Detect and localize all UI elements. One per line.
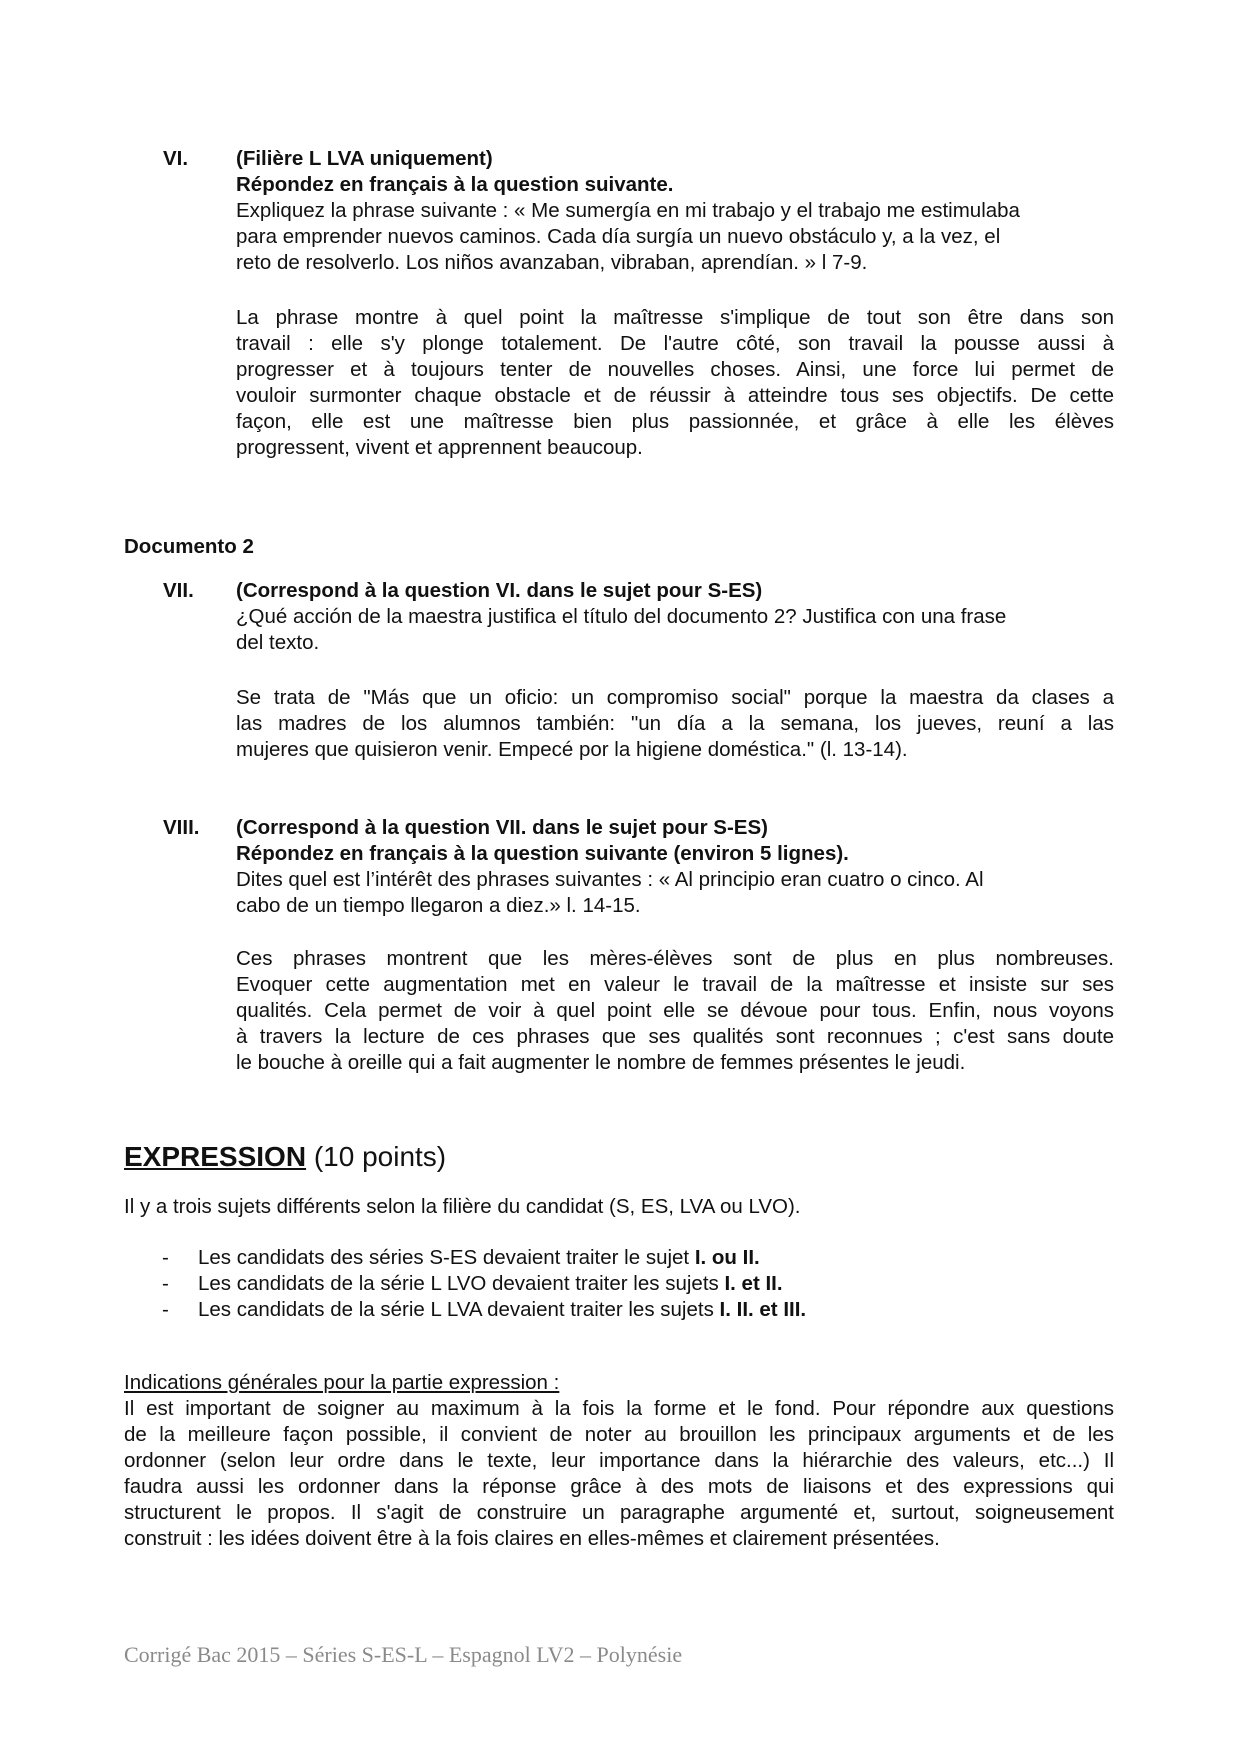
indications-line: ordonner (selon leur ordre dans le texte, leur importance dans la hiérarchie des valeurs, etc...) Il <box>124 1449 1114 1472</box>
prompt-line: del texto. <box>236 631 320 654</box>
prompt-line: para emprender nuevos caminos. Cada día surgía un nuevo obstáculo y, a la vez, el <box>236 225 1001 248</box>
answer-line: à travers la lecture de ces phrases que ses qualités sont reconnues ; c'est sans doute <box>236 1025 1114 1048</box>
question-viii <box>236 815 1114 919</box>
prompt-line: ¿Qué acción de la maestra justifica el título del documento 2? Justifica con una frase <box>236 605 1007 628</box>
answer-line: le bouche à oreille qui a fait augmenter le nombre de femmes présentes le jeudi. <box>236 1051 966 1074</box>
bullet-text: Les candidats des séries S-ES devaient traiter le sujet <box>198 1246 695 1269</box>
answer-line: Se trata de "Más que un oficio: un compromiso social" porque la maestra da clases a <box>236 686 1114 709</box>
question-viii-scope: (Correspond à la question VII. dans le sujet pour S-ES) <box>236 816 768 839</box>
expression-title: EXPRESSION <box>124 1141 307 1172</box>
answer-line: progressent, vivent et apprennent beaucoup. <box>236 436 643 459</box>
answer-line: façon, elle est une maîtresse bien plus passionnée, et grâce à elle les élèves <box>236 410 1114 433</box>
prompt-line: Dites quel est l’intérêt des phrases suivantes : « Al principio eran cuatro o cinco. Al <box>236 868 984 891</box>
question-number-vii: VII. <box>163 579 194 602</box>
answer-line: Evoquer cette augmentation met en valeur le travail de la maîtresse et insiste sur ses <box>236 973 1114 996</box>
question-number-viii: VIII. <box>163 816 200 839</box>
question-number-vi: VI. <box>163 147 189 170</box>
bullet-dash: - <box>162 1246 169 1269</box>
expression-heading <box>124 1140 446 1174</box>
answer-vii <box>236 685 1114 763</box>
indications-title: Indications générales pour la partie expression : <box>124 1371 560 1394</box>
answer-line: qualités. Cela permet de voir à quel point elle se dévoue pour tous. Enfin, nous voyons <box>236 999 1114 1022</box>
answer-viii <box>236 946 1114 1076</box>
bullet-text: Les candidats de la série L LVO devaient traiter les sujets <box>198 1272 725 1295</box>
expression-points: (10 points) <box>313 1141 447 1172</box>
question-vii-scope: (Correspond à la question VI. dans le sujet pour S-ES) <box>236 579 763 602</box>
bullet-bold: I. ou II. <box>694 1246 760 1269</box>
question-vi-instruction: Répondez en français à la question suivante. <box>236 173 674 196</box>
answer-line: travail : elle s'y plonge totalement. De l'autre côté, son travail la pousse aussi à <box>236 332 1114 355</box>
answer-line: vouloir surmonter chaque obstacle et de réussir à atteindre tous ses objectifs. De cette <box>236 384 1114 407</box>
answer-line: las madres de los alumnos también: "un día a la semana, los jueves, reuní a las <box>236 712 1114 735</box>
expression-intro: Il y a trois sujets différents selon la filière du candidat (S, ES, LVA ou LVO). <box>124 1195 801 1218</box>
bullet-dash: - <box>162 1298 169 1321</box>
bullet-dash: - <box>162 1272 169 1295</box>
answer-line: mujeres que quisieron venir. Empecé por la higiene doméstica." (l. 13-14). <box>236 738 908 761</box>
question-vi <box>236 146 1114 276</box>
indications-line: Il est important de soigner au maximum à la fois la forme et le fond. Pour répondre aux questions <box>124 1397 1114 1420</box>
question-viii-instruction: Répondez en français à la question suivante (environ 5 lignes). <box>236 842 849 865</box>
prompt-line: reto de resolverlo. Los niños avanzaban, vibraban, aprendían. » l 7-9. <box>236 251 868 274</box>
answer-line: La phrase montre à quel point la maîtresse s'implique de tout son être dans son <box>236 306 1114 329</box>
indications-body <box>124 1396 1114 1552</box>
question-vi-scope: (Filière L LVA uniquement) <box>236 147 493 170</box>
indications-line: faudra aussi les ordonner dans la réponse grâce à des mots de liaisons et des expressions qui <box>124 1475 1114 1498</box>
indications-line: de la meilleure façon possible, il convient de noter au brouillon les principaux arguments et de les <box>124 1423 1114 1446</box>
bullet-bold: I. II. et III. <box>719 1298 807 1321</box>
bullet-bold: I. et II. <box>724 1272 783 1295</box>
answer-vi <box>236 305 1114 461</box>
prompt-line: Expliquez la phrase suivante : « Me sumergía en mi trabajo y el trabajo me estimulaba <box>236 199 1020 222</box>
bullet-text: Les candidats de la série L LVA devaient traiter les sujets <box>198 1298 720 1321</box>
indications-line: construit : les idées doivent être à la fois claires en elles-mêmes et clairement présentées. <box>124 1527 940 1550</box>
question-vi-prompt <box>236 198 1114 276</box>
answer-line: Ces phrases montrent que les mères-élèves sont de plus en plus nombreuses. <box>236 947 1114 970</box>
prompt-line: cabo de un tiempo llegaron a diez.» l. 14-15. <box>236 894 641 917</box>
document-2-heading: Documento 2 <box>124 535 254 558</box>
indications-line: structurent le propos. Il s'agit de construire un paragraphe argumenté et, surtout, soigneusement <box>124 1501 1114 1524</box>
page-footer: Corrigé Bac 2015 – Séries S-ES-L – Espagnol LV2 – Polynésie <box>124 1642 683 1667</box>
question-vii <box>236 578 1114 656</box>
answer-line: progresser et à toujours tenter de nouvelles choses. Ainsi, une force lui permet de <box>236 358 1114 381</box>
